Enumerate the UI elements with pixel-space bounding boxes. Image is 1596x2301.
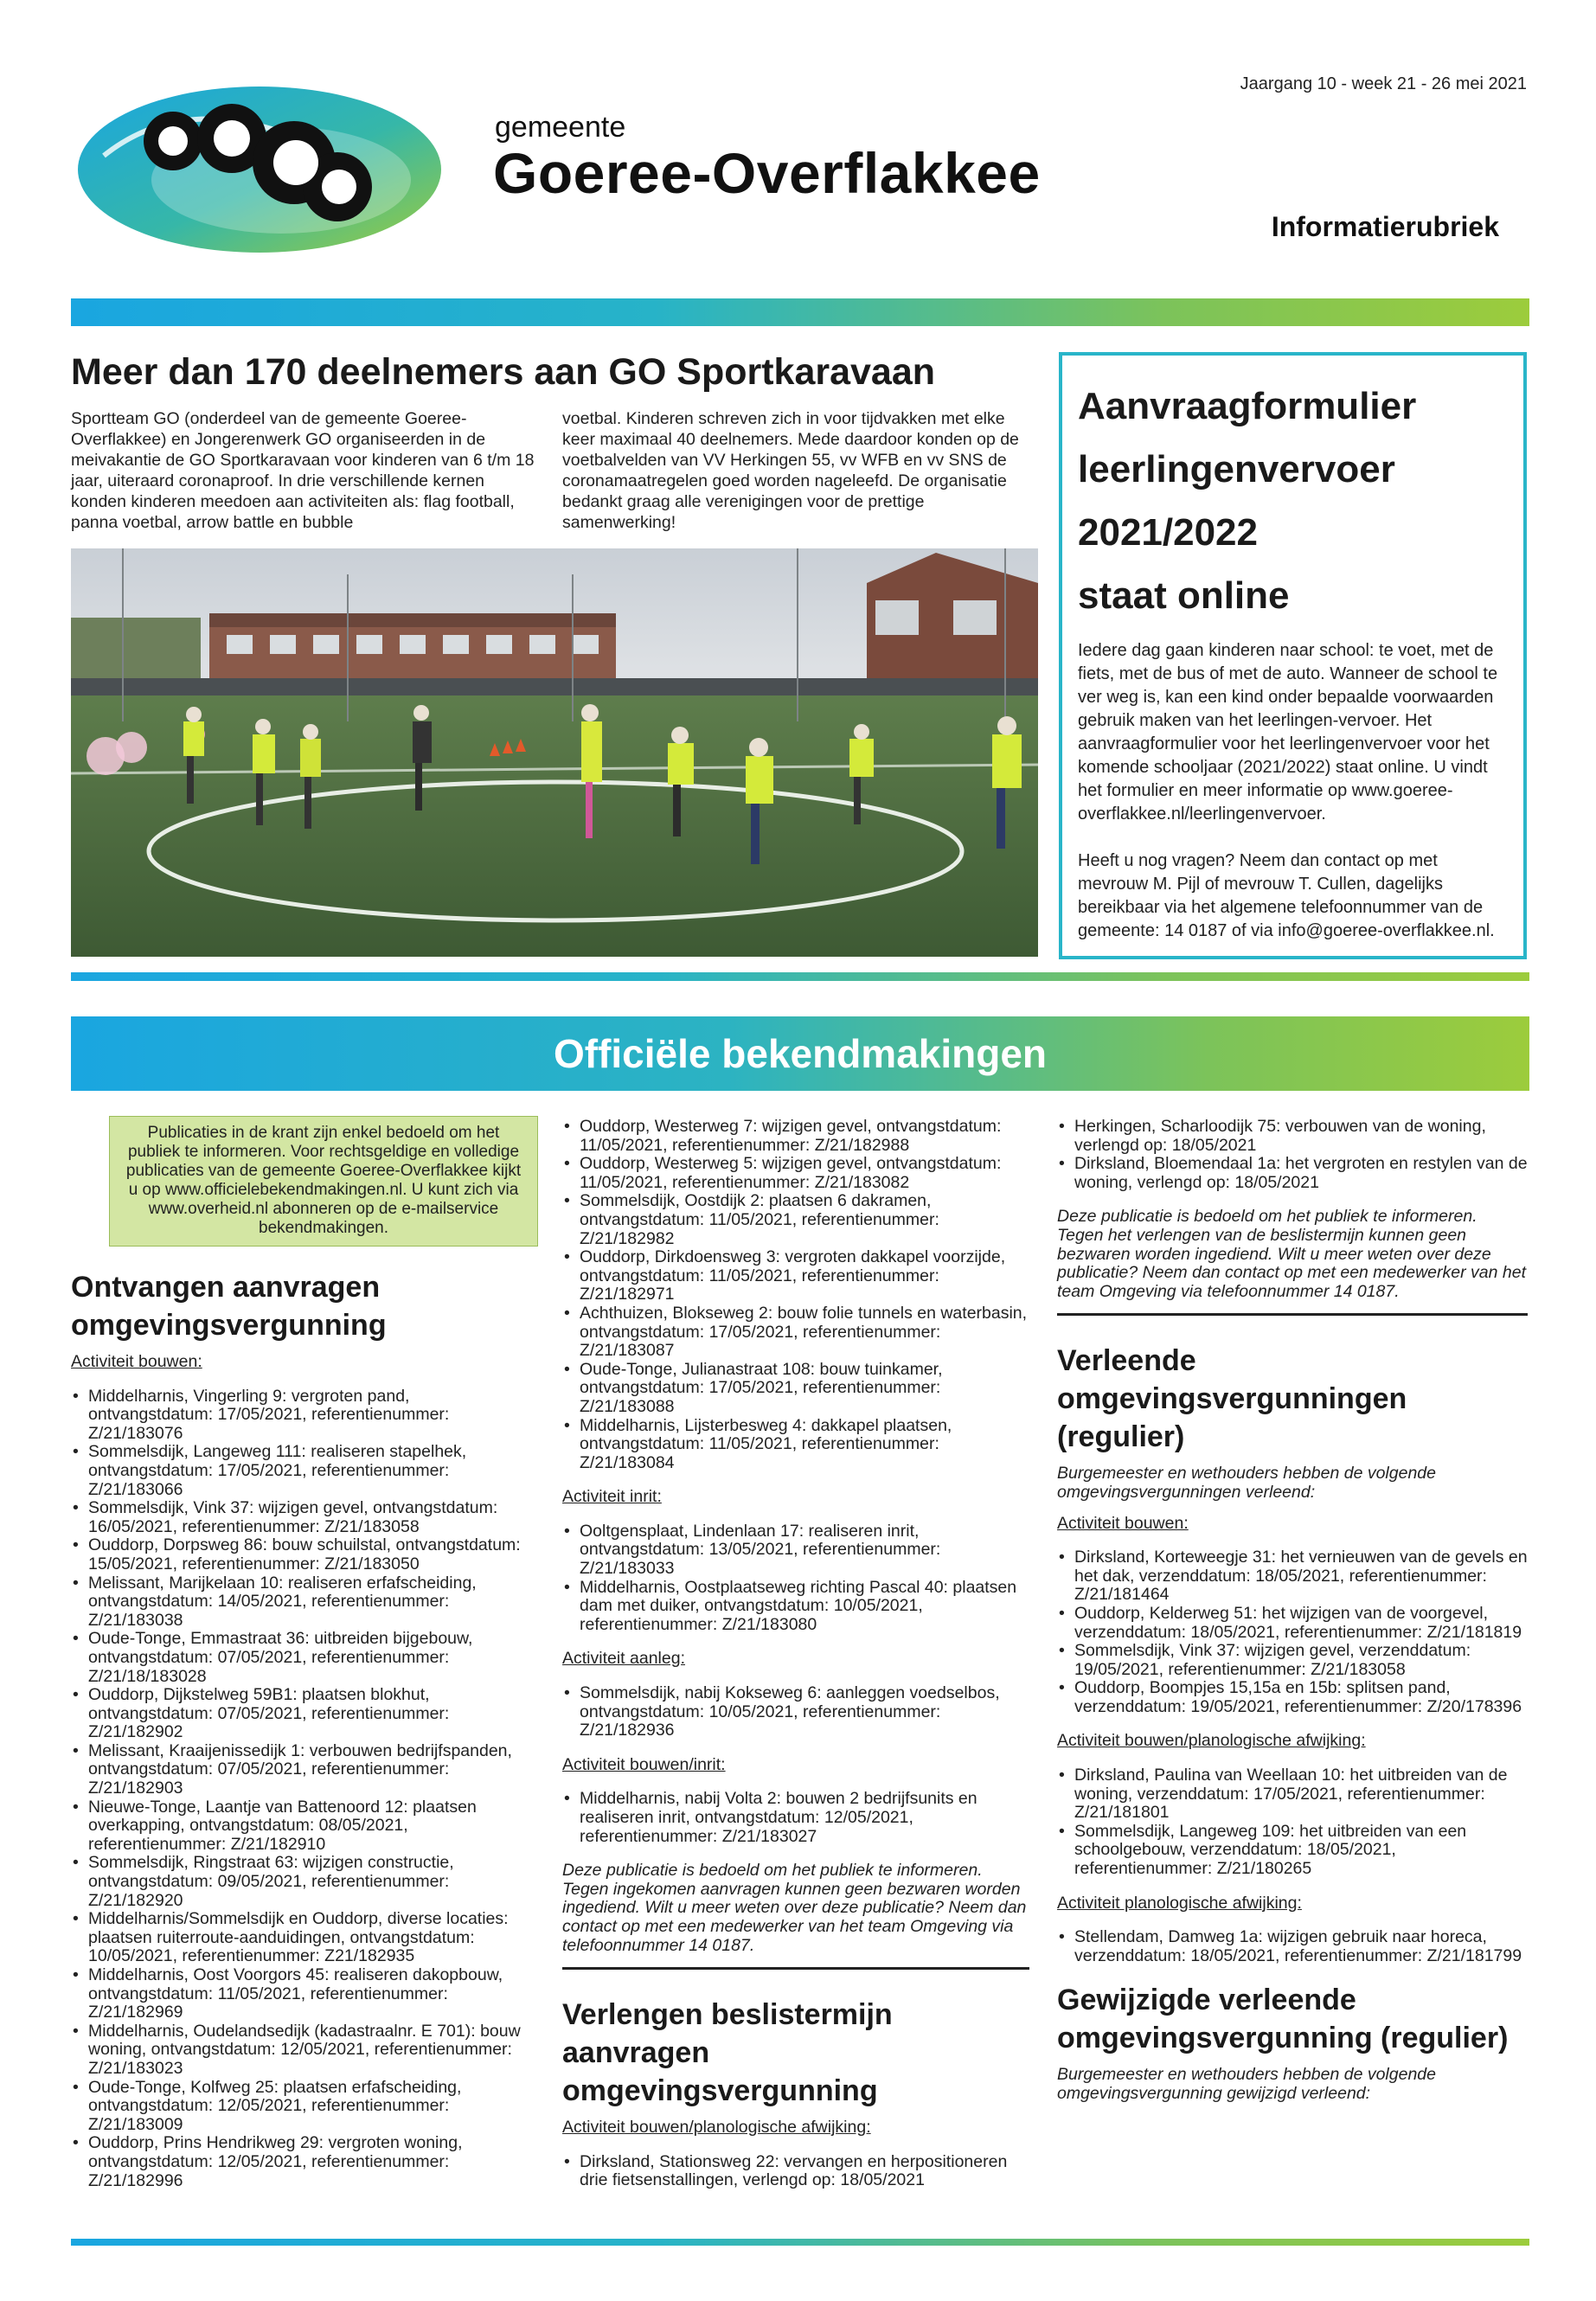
leerlingenvervoer-box [1059, 352, 1527, 959]
list-item: • Sommelsdijk, Langeweg 109: het uitbreiden van een schoolgebouw, verzenddatum: 18/05/2021, referentienummer: Z/21/180265 [1057, 1823, 1528, 1879]
list-item: • Nieuwe-Tonge, Laantje van Battenoord 12: plaatsen overkapping, ontvangstdatum: 08/05/2021, referentienummer: Z/21/182910 [71, 1798, 538, 1855]
subheading-bouwen: Activiteit bouwen: [71, 1352, 202, 1371]
list-item: • Sommelsdijk, Vink 37: wijzigen gevel, ontvangstdatum: 16/05/2021, referentienummer: Z/21/183058 [71, 1499, 538, 1536]
masthead [0, 0, 1596, 294]
municipality-label: gemeente [495, 111, 626, 144]
list-item: • Ouddorp, Dijkstelweg 59B1: plaatsen blokhut, ontvangstdatum: 07/05/2021, referentienummer: Z/21/182902 [71, 1686, 538, 1742]
heading-gewijzigde-vergunning: Gewijzigde verleende omgevingsvergunning (regulier) [1057, 1984, 1509, 2055]
list-verlengen-continued [1057, 1118, 1528, 1192]
list-item: • Middelharnis, Vingerling 9: vergroten pand, ontvangstdatum: 17/05/2021, referentienummer: Z/21/183076 [71, 1388, 538, 1444]
subheading-bouwen-planologisch: Activiteit bouwen/planologische afwijking: [562, 2118, 871, 2138]
list-item: • Oude-Tonge, Kolfweg 25: plaatsen erfafscheiding, ontvangstdatum: 12/05/2021, referentienummer: Z/21/183009 [71, 2079, 538, 2135]
intro-gewijzigd: Burgemeester en wethouders hebben de volgende omgevingsvergunning gewijzigd verleend: [1057, 2065, 1436, 2103]
aanvraag-title-line2: leerlingenvervoer [1078, 448, 1395, 490]
aanvraag-title-line3: 2021/2022 [1078, 511, 1258, 554]
list-item: • Middelharnis/Sommelsdijk en Ouddorp, diverse locaties: plaatsen ruiterroute-aanduidingen, ontvangstdatum: 10/05/2021, referentienummer: Z21/182935 [71, 1910, 538, 1966]
list-item: • Dirksland, Bloemendaal 1a: het vergroten en restylen van de woning, verlengd op: 18/05/2021 [1057, 1155, 1528, 1192]
municipality-name: Goeree-Overflakkee [493, 141, 1041, 205]
footer-gradient-bar [71, 2239, 1529, 2246]
issue-info: Jaargang 10 - week 21 - 26 mei 2021 [1240, 74, 1527, 93]
list-item: • Ouddorp, Westerweg 7: wijzigen gevel, ontvangstdatum: 11/05/2021, referentienummer: Z/21/182988 [562, 1118, 1029, 1155]
column-2 [562, 1118, 1029, 2206]
subheading-bouwen-inrit: Activiteit bouwen/inrit: [562, 1754, 726, 1774]
list-item: • Middelharnis, Oostplaatseweg richting Pascal 40: plaatsen dam met duiker, ontvangstdatum: 10/05/2021, referentienummer: Z/21/183080 [562, 1579, 1029, 1635]
heading-verlengen-beslistermijn: Verlengen beslistermijn aanvragen omgevingsvergunning [562, 1998, 893, 2108]
subheading-aanleg: Activiteit aanleg: [562, 1649, 685, 1669]
list-item: • Middelharnis, Oudelandsedijk (kadastraalnr. E 701): bouw woning, ontvangstdatum: 12/05/2021, referentienummer: Z/21/183023 [71, 2022, 538, 2079]
list-planologische-afwijking [1057, 1928, 1528, 1965]
heading-ontvangen-aanvragen: Ontvangen aanvragen omgevingsvergunning [71, 1271, 387, 1342]
subheading-bouwen: Activiteit bouwen: [1057, 1513, 1189, 1533]
aanvraag-title-line1: Aanvraagformulier [1078, 385, 1417, 427]
list-item: • Sommelsdijk, nabij Kokseweg 6: aanleggen voedselbos, ontvangstdatum: 10/05/2021, referentienummer: Z/21/182936 [562, 1684, 1029, 1740]
list-verleend-bouwen [1057, 1548, 1528, 1716]
list-item: • Dirksland, Stationsweg 22: vervangen en herpositioneren drie fietsenstallingen, verlengd op: 18/05/2021 [562, 2153, 1029, 2190]
subheading-planologische-afwijking: Activiteit planologische afwijking: [1057, 1893, 1302, 1913]
list-inrit [562, 1522, 1029, 1635]
article-divider-bar [71, 972, 1529, 981]
section-banner: Officiële bekendmakingen [71, 1016, 1529, 1091]
sportkaravaan-photo [71, 548, 1038, 957]
list-item: • Stellendam, Damweg 1a: wijzigen gebruik naar horeca, verzenddatum: 18/05/2021, referentienummer: Z/21/181799 [1057, 1928, 1528, 1965]
intro-verleend: Burgemeester en wethouders hebben de volgende omgevingsvergunningen verleend: [1057, 1464, 1436, 1502]
article-text-col1: Sportteam GO (onderdeel van de gemeente Goeree-Overflakkee) en Jongerenwerk GO organiseerden in de meivakantie de GO Sportkaravaan voor kinderen van 6 t/m 18 jaar, uiteraard coronaproof. In drie verschillende kernen konden kinderen meedoen aan activiteiten als: flag football, panna voetbal, arrow battle en bubble [71, 409, 535, 532]
list-item: • Sommelsdijk, Oostdijk 2: plaatsen 6 dakramen, ontvangstdatum: 11/05/2021, referentienummer: Z/21/182982 [562, 1192, 1029, 1248]
list-aanleg [562, 1684, 1029, 1740]
list-item: • Dirksland, Korteweegje 31: het vernieuwen van de gevels en het dak, verzenddatum: 18/05/2021, referentienummer: Z/21/181464 [1057, 1548, 1528, 1605]
list-bouwen [71, 1388, 538, 2191]
list-item: • Middelharnis, nabij Volta 2: bouwen 2 bedrijfsunits en realiseren inrit, ontvangstdatum: 12/05/2021, referentienummer: Z/21/183027 [562, 1790, 1029, 1846]
article-text-col2: voetbal. Kinderen schreven zich in voor tijdvakken met elke keer maximaal 40 deelnemers. Mede daardoor konden op de voetbalvelden van VV Herkingen 55, vv WFB en vv SNS de coronamaatregelen goed worden nageleefd. De organisatie bedankt graag alle verenigingen voor de prettige samenwerking! [562, 409, 1019, 532]
list-item: • Herkingen, Scharloodijk 75: verbouwen van de woning, verlengd op: 18/05/2021 [1057, 1118, 1528, 1155]
gemeente-logo [69, 76, 450, 258]
list-item: • Oude-Tonge, Julianastraat 108: bouw tuinkamer, ontvangstdatum: 17/05/2021, referentienummer: Z/21/183088 [562, 1361, 1029, 1417]
aanvraag-paragraph-1: Iedere dag gaan kinderen naar school: te voet, met de fiets, met de bus of met de auto. Wanneer de school te ver weg is, kan een kind onder bepaalde voorwaarden gebruik maken van het leerlingen-vervoer. Het aanvraagformulier voor het leerlingenvervoer voor het komende schooljaar (2021/2022) staat online. U vindt het formulier en meer informatie op www.goeree-overflakkee.nl/leerlingenvervoer. [1078, 641, 1498, 824]
list-item: • Ouddorp, Prins Hendrikweg 29: vergroten woning, ontvangstdatum: 12/05/2021, referentienummer: Z/21/182996 [71, 2134, 538, 2190]
list-verlengen [562, 2153, 1029, 2190]
list-item: • Ouddorp, Dirkdoensweg 3: vergroten dakkapel voorzijde, ontvangstdatum: 11/05/2021, referentienummer: Z/21/182971 [562, 1248, 1029, 1304]
list-item: • Ouddorp, Dorpsweg 86: bouw schuilstal, ontvangstdatum: 15/05/2021, referentienummer: Z/21/183050 [71, 1536, 538, 1574]
aanvraag-paragraph-2: Heeft u nog vragen? Neem dan contact op met mevrouw M. Pijl of mevrouw T. Cullen, dagelijks bereikbaar via het algemene telefoonnummer van de gemeente: 14 0187 of via info@goeree-overflakkee.nl. [1078, 851, 1495, 940]
list-bouwen-inrit [562, 1790, 1029, 1846]
list-item: • Oude-Tonge, Emmastraat 36: uitbreiden bijgebouw, ontvangstdatum: 07/05/2021, referentienummer: Z/21/18/183028 [71, 1630, 538, 1686]
rubric-title: Informatierubriek [1271, 211, 1499, 242]
subheading-inrit: Activiteit inrit: [562, 1487, 662, 1507]
subheading-bouwen-planologisch: Activiteit bouwen/planologische afwijking: [1057, 1731, 1366, 1751]
list-bouwen-continued [562, 1118, 1029, 1472]
column-3 [1057, 1118, 1528, 2116]
notice-box: Publicaties in de krant zijn enkel bedoeld om het publiek te informeren. Voor rechtsgeldige en volledige publicaties van de gemeente Goeree-Overflakkee kijkt u op www.officielebekendmakingen.nl. U kunt zich via www.overheid.nl abonneren op de e-mailservice bekendmakingen. [109, 1116, 538, 1247]
disclaimer-text: Deze publicatie is bedoeld om het publiek te informeren. Tegen het verlengen van de beslistermijn kunnen geen bezwaren worden ingediend. Wilt u meer weten over deze publicatie? Neem dan contact op met een medewerker van het team Omgeving via telefoonnummer 14 0187. [1057, 1207, 1526, 1301]
list-item: • Sommelsdijk, Langeweg 111: realiseren stapelhek, ontvangstdatum: 17/05/2021, referentienummer: Z/21/183066 [71, 1443, 538, 1499]
list-item: • Achthuizen, Blokseweg 2: bouw folie tunnels en waterbasin, ontvangstdatum: 17/05/2021, referentienummer: Z/21/183087 [562, 1304, 1029, 1361]
list-item: • Middelharnis, Oost Voorgors 45: realiseren dakopbouw, ontvangstdatum: 11/05/2021, referentienummer: Z/21/182969 [71, 1966, 538, 2022]
list-item: • Middelharnis, Lijsterbesweg 4: dakkapel plaatsen, ontvangstdatum: 11/05/2021, referentienummer: Z/21/183084 [562, 1417, 1029, 1473]
disclaimer-text: Deze publicatie is bedoeld om het publiek te informeren. Tegen ingekomen aanvragen kunnen geen bezwaren worden ingediend. Wilt u meer weten over deze publicatie? Neem dan contact op met een medewerker van het team Omgeving via telefoonnummer 14 0187. [562, 1861, 1027, 1955]
list-item: • Ooltgensplaat, Lindenlaan 17: realiseren inrit, ontvangstdatum: 13/05/2021, referentienummer: Z/21/183033 [562, 1522, 1029, 1579]
list-item: • Ouddorp, Kelderweg 51: het wijzigen van de voorgevel, verzenddatum: 18/05/2021, referentienummer: Z/21/181819 [1057, 1605, 1528, 1642]
divider-rule [1057, 1313, 1528, 1316]
list-item: • Dirksland, Paulina van Weellaan 10: het uitbreiden van de woning, verzenddatum: 17/05/2021, referentienummer: Z/21/181801 [1057, 1766, 1528, 1823]
list-item: • Ouddorp, Westerweg 5: wijzigen gevel, ontvangstdatum: 11/05/2021, referentienummer: Z/21/183082 [562, 1155, 1029, 1192]
list-item: • Melissant, Kraaijenissedijk 1: verbouwen bedrijfspanden, ontvangstdatum: 07/05/2021, referentienummer: Z/21/182903 [71, 1742, 538, 1798]
list-verleend-planologisch [1057, 1766, 1528, 1879]
divider-rule [562, 1967, 1029, 1970]
heading-verleende-vergunningen: Verleende omgevingsvergunningen (regulier) [1057, 1344, 1407, 1454]
list-item: • Sommelsdijk, Vink 37: wijzigen gevel, verzenddatum: 19/05/2021, referentienummer: Z/21/183058 [1057, 1642, 1528, 1679]
header-gradient-bar [71, 298, 1529, 326]
list-item: • Melissant, Marijkelaan 10: realiseren erfafscheiding, ontvangstdatum: 14/05/2021, referentienummer: Z/21/183038 [71, 1574, 538, 1631]
list-item: • Sommelsdijk, Ringstraat 63: wijzigen constructie, ontvangstdatum: 09/05/2021, referentienummer: Z/21/182920 [71, 1854, 538, 1910]
aanvraag-title-line4: staat online [1078, 574, 1290, 617]
list-item: • Ouddorp, Boompjes 15,15a en 15b: splitsen pand, verzenddatum: 19/05/2021, referentienummer: Z/20/178396 [1057, 1679, 1528, 1716]
article-headline: Meer dan 170 deelnemers aan GO Sportkaravaan [71, 351, 936, 393]
column-1 [71, 1268, 538, 2206]
